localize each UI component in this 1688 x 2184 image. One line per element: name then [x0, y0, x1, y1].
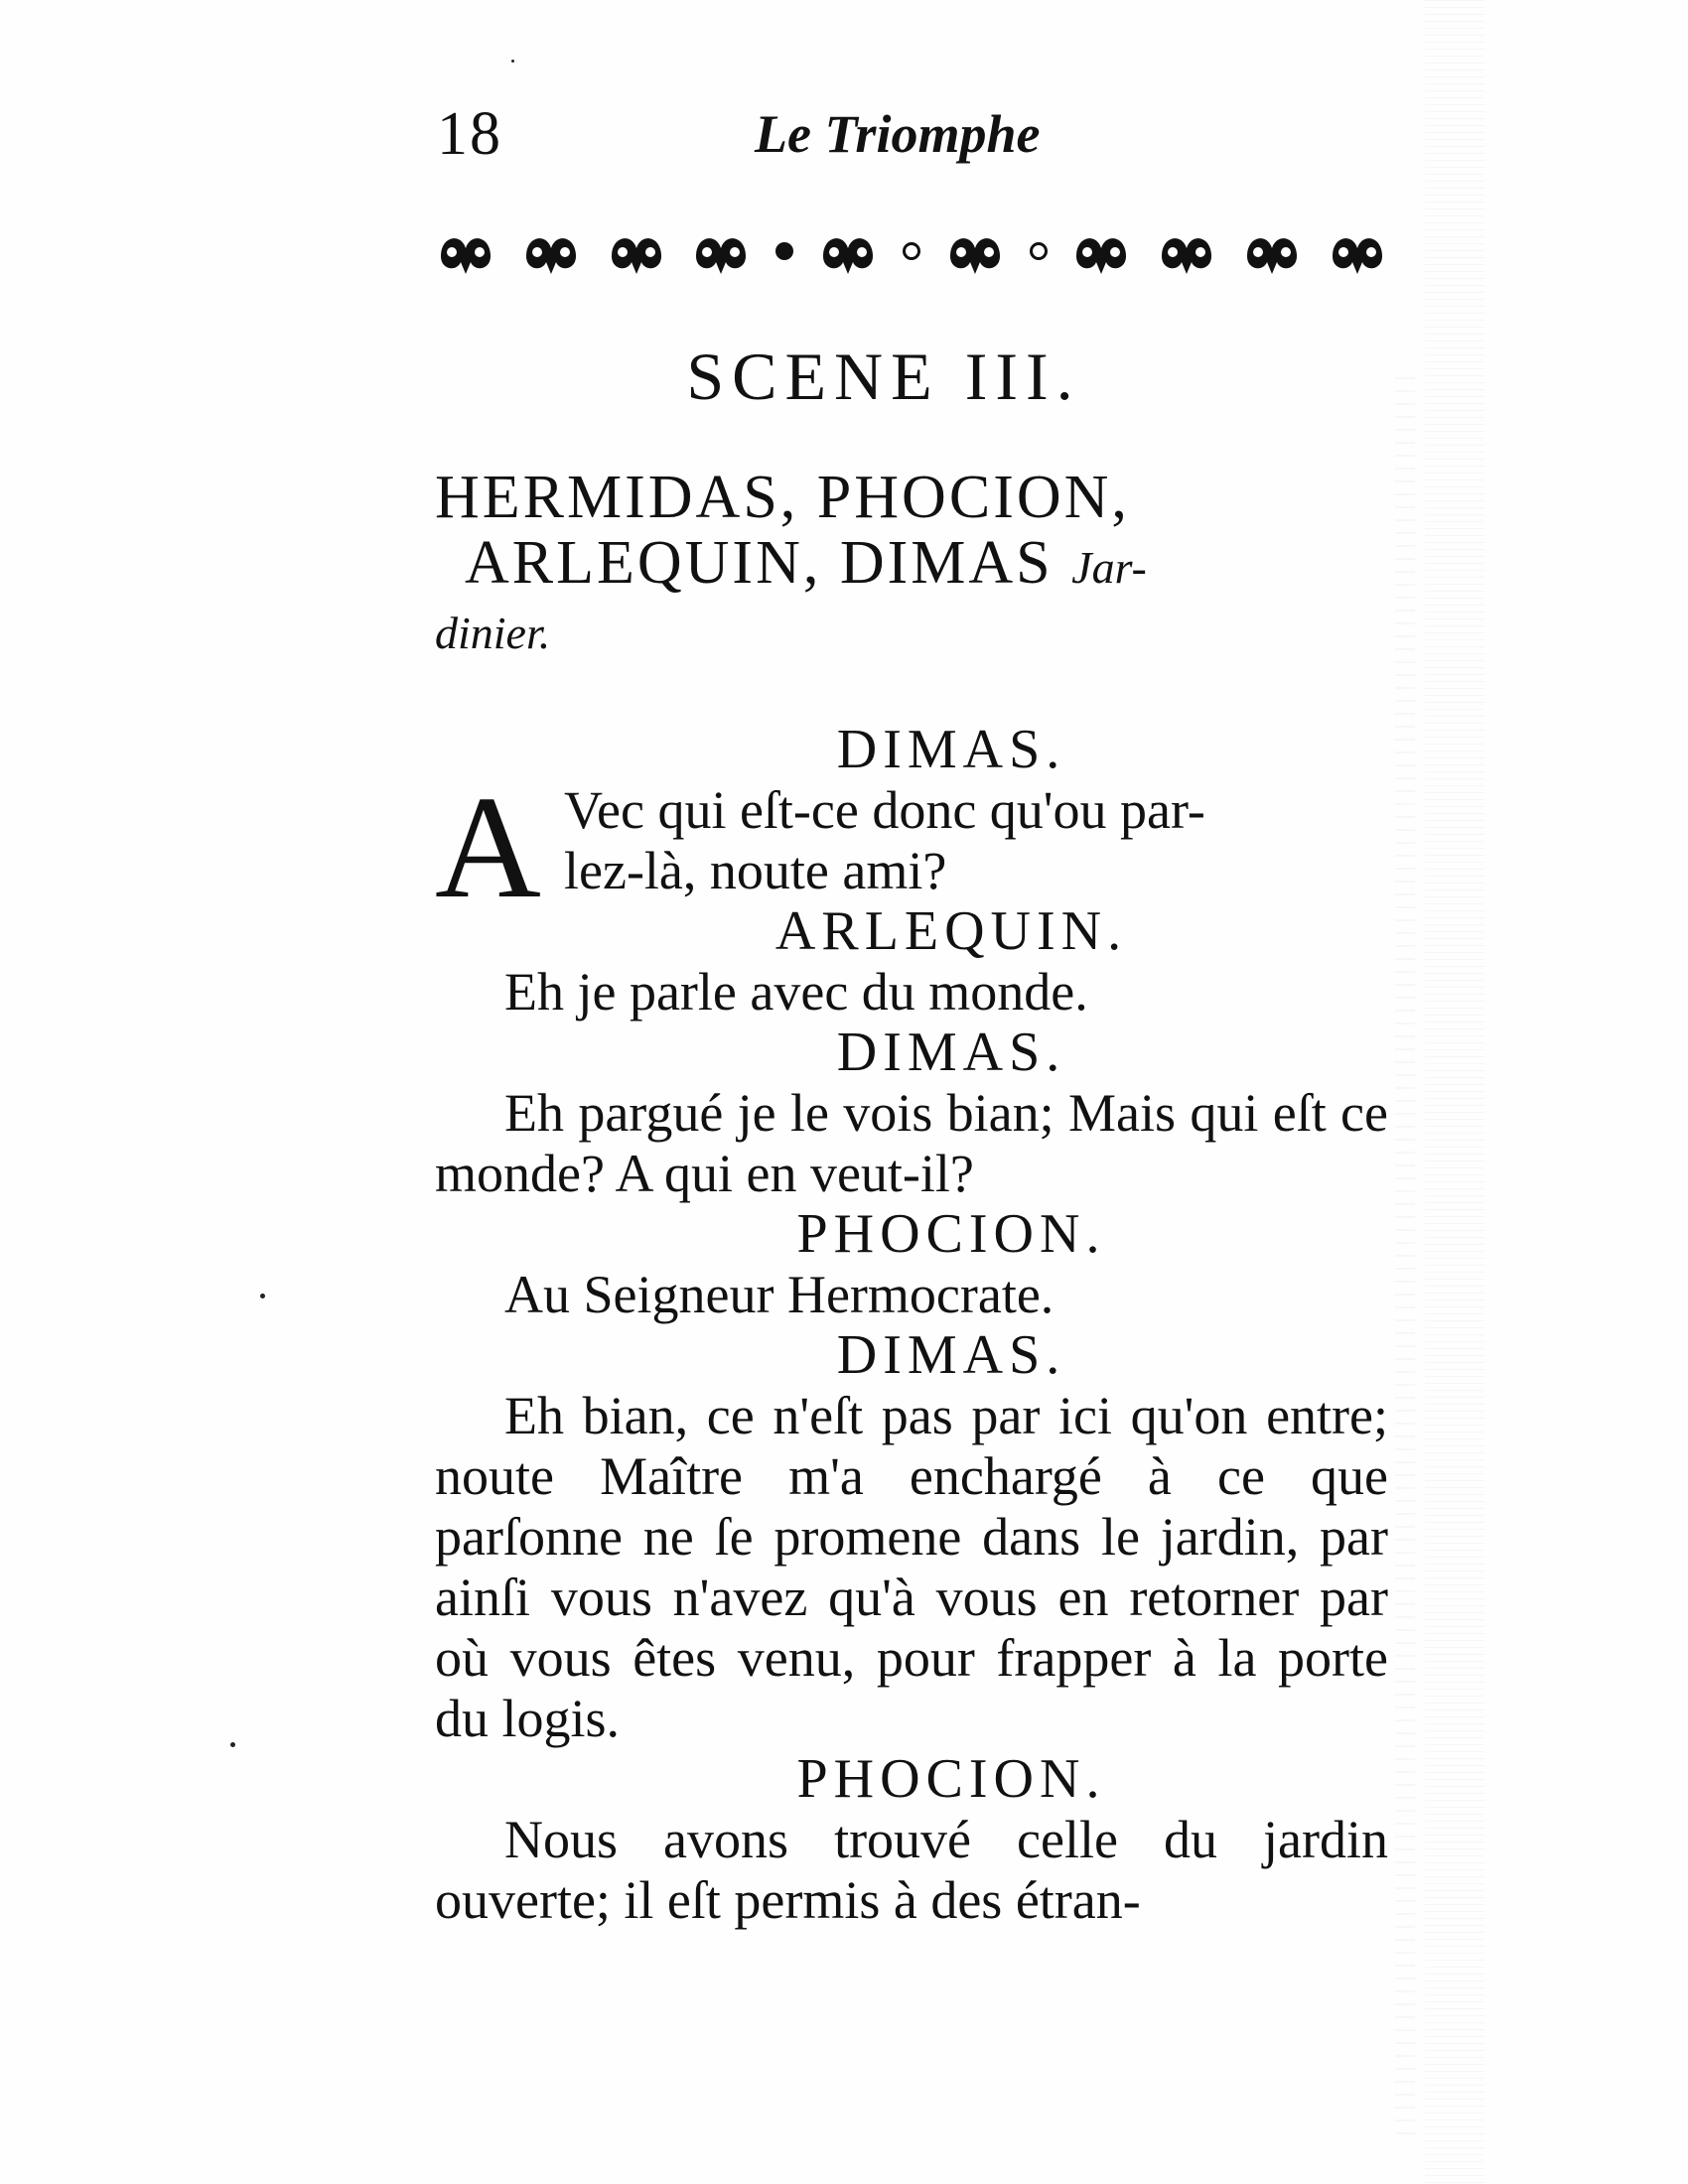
speaker-name: PHOCION. [796, 1203, 1106, 1265]
dialogue [435, 720, 1388, 1931]
speech: Eh je parle avec du monde. [504, 962, 1088, 1022]
ornament-band [435, 216, 1388, 286]
running-head: Le Triomphe [755, 104, 1041, 164]
speech-line: Vec qui eſt-ce donc qu'ou par- [564, 780, 1205, 840]
speaker-name: PHOCION. [796, 1748, 1106, 1810]
speaker-name: ARLEQUIN. [774, 900, 1128, 962]
fleuron-icon [1070, 222, 1132, 280]
fleuron-icon [1241, 222, 1303, 280]
cast-names: ARLEQUIN, DIMAS [465, 529, 1054, 597]
speaker-name: DIMAS. [836, 719, 1066, 780]
cast-line-1: HERMIDAS, PHOCION, [435, 464, 1130, 531]
fleuron-icon [606, 222, 667, 280]
cast-line-2 [435, 530, 1398, 601]
fleuron-icon [817, 222, 879, 280]
speech-with-dropcap [435, 766, 1388, 929]
fleuron-icon [520, 222, 582, 280]
fleuron-icon [690, 222, 752, 280]
scan-edge-noise-inner [1395, 377, 1415, 2144]
scan-edge-noise [1425, 0, 1484, 2184]
scan-speck [230, 1742, 235, 1747]
page-number: 18 [437, 100, 502, 168]
speech-line: lez-là, noute ami? [564, 841, 947, 900]
cast-list [435, 465, 1398, 666]
drop-cap: A [435, 766, 541, 929]
speech: Au Seigneur Hermocrate. [504, 1265, 1055, 1324]
fleuron-icon [1156, 222, 1217, 280]
bullet-icon [775, 242, 793, 260]
scene-title: SCENE III. [686, 339, 1081, 414]
scan-speck [260, 1294, 265, 1298]
speech: Nous avons trouvé celle du jardin ouverte; il eſt permis à des étran- [435, 1810, 1388, 1930]
speaker-name: DIMAS. [836, 1022, 1066, 1083]
ring-icon [903, 242, 920, 260]
page-header [437, 99, 1390, 179]
speech: Eh pargué je le vois bian; Mais qui eſt ce monde? A qui en veut-il? [435, 1083, 1388, 1203]
speech: Eh bian, ce n'eſt pas par ici qu'on entre; noute Maître m'a enchargé à ce que parſonne ne ſe promene dans le jardin, par ainſi vous n'avez qu'à vous en retorner par où vous êtes venu, pour frapper à la porte du logis. [435, 1386, 1388, 1748]
fleuron-icon [944, 222, 1006, 280]
fleuron-icon [435, 222, 496, 280]
speaker-name: DIMAS. [836, 1324, 1066, 1386]
fleuron-icon [1327, 222, 1388, 280]
scan-speck [511, 60, 514, 63]
cast-role: Jar- [1071, 542, 1147, 593]
ring-icon [1030, 242, 1048, 260]
cast-line-3: dinier. [435, 608, 551, 658]
